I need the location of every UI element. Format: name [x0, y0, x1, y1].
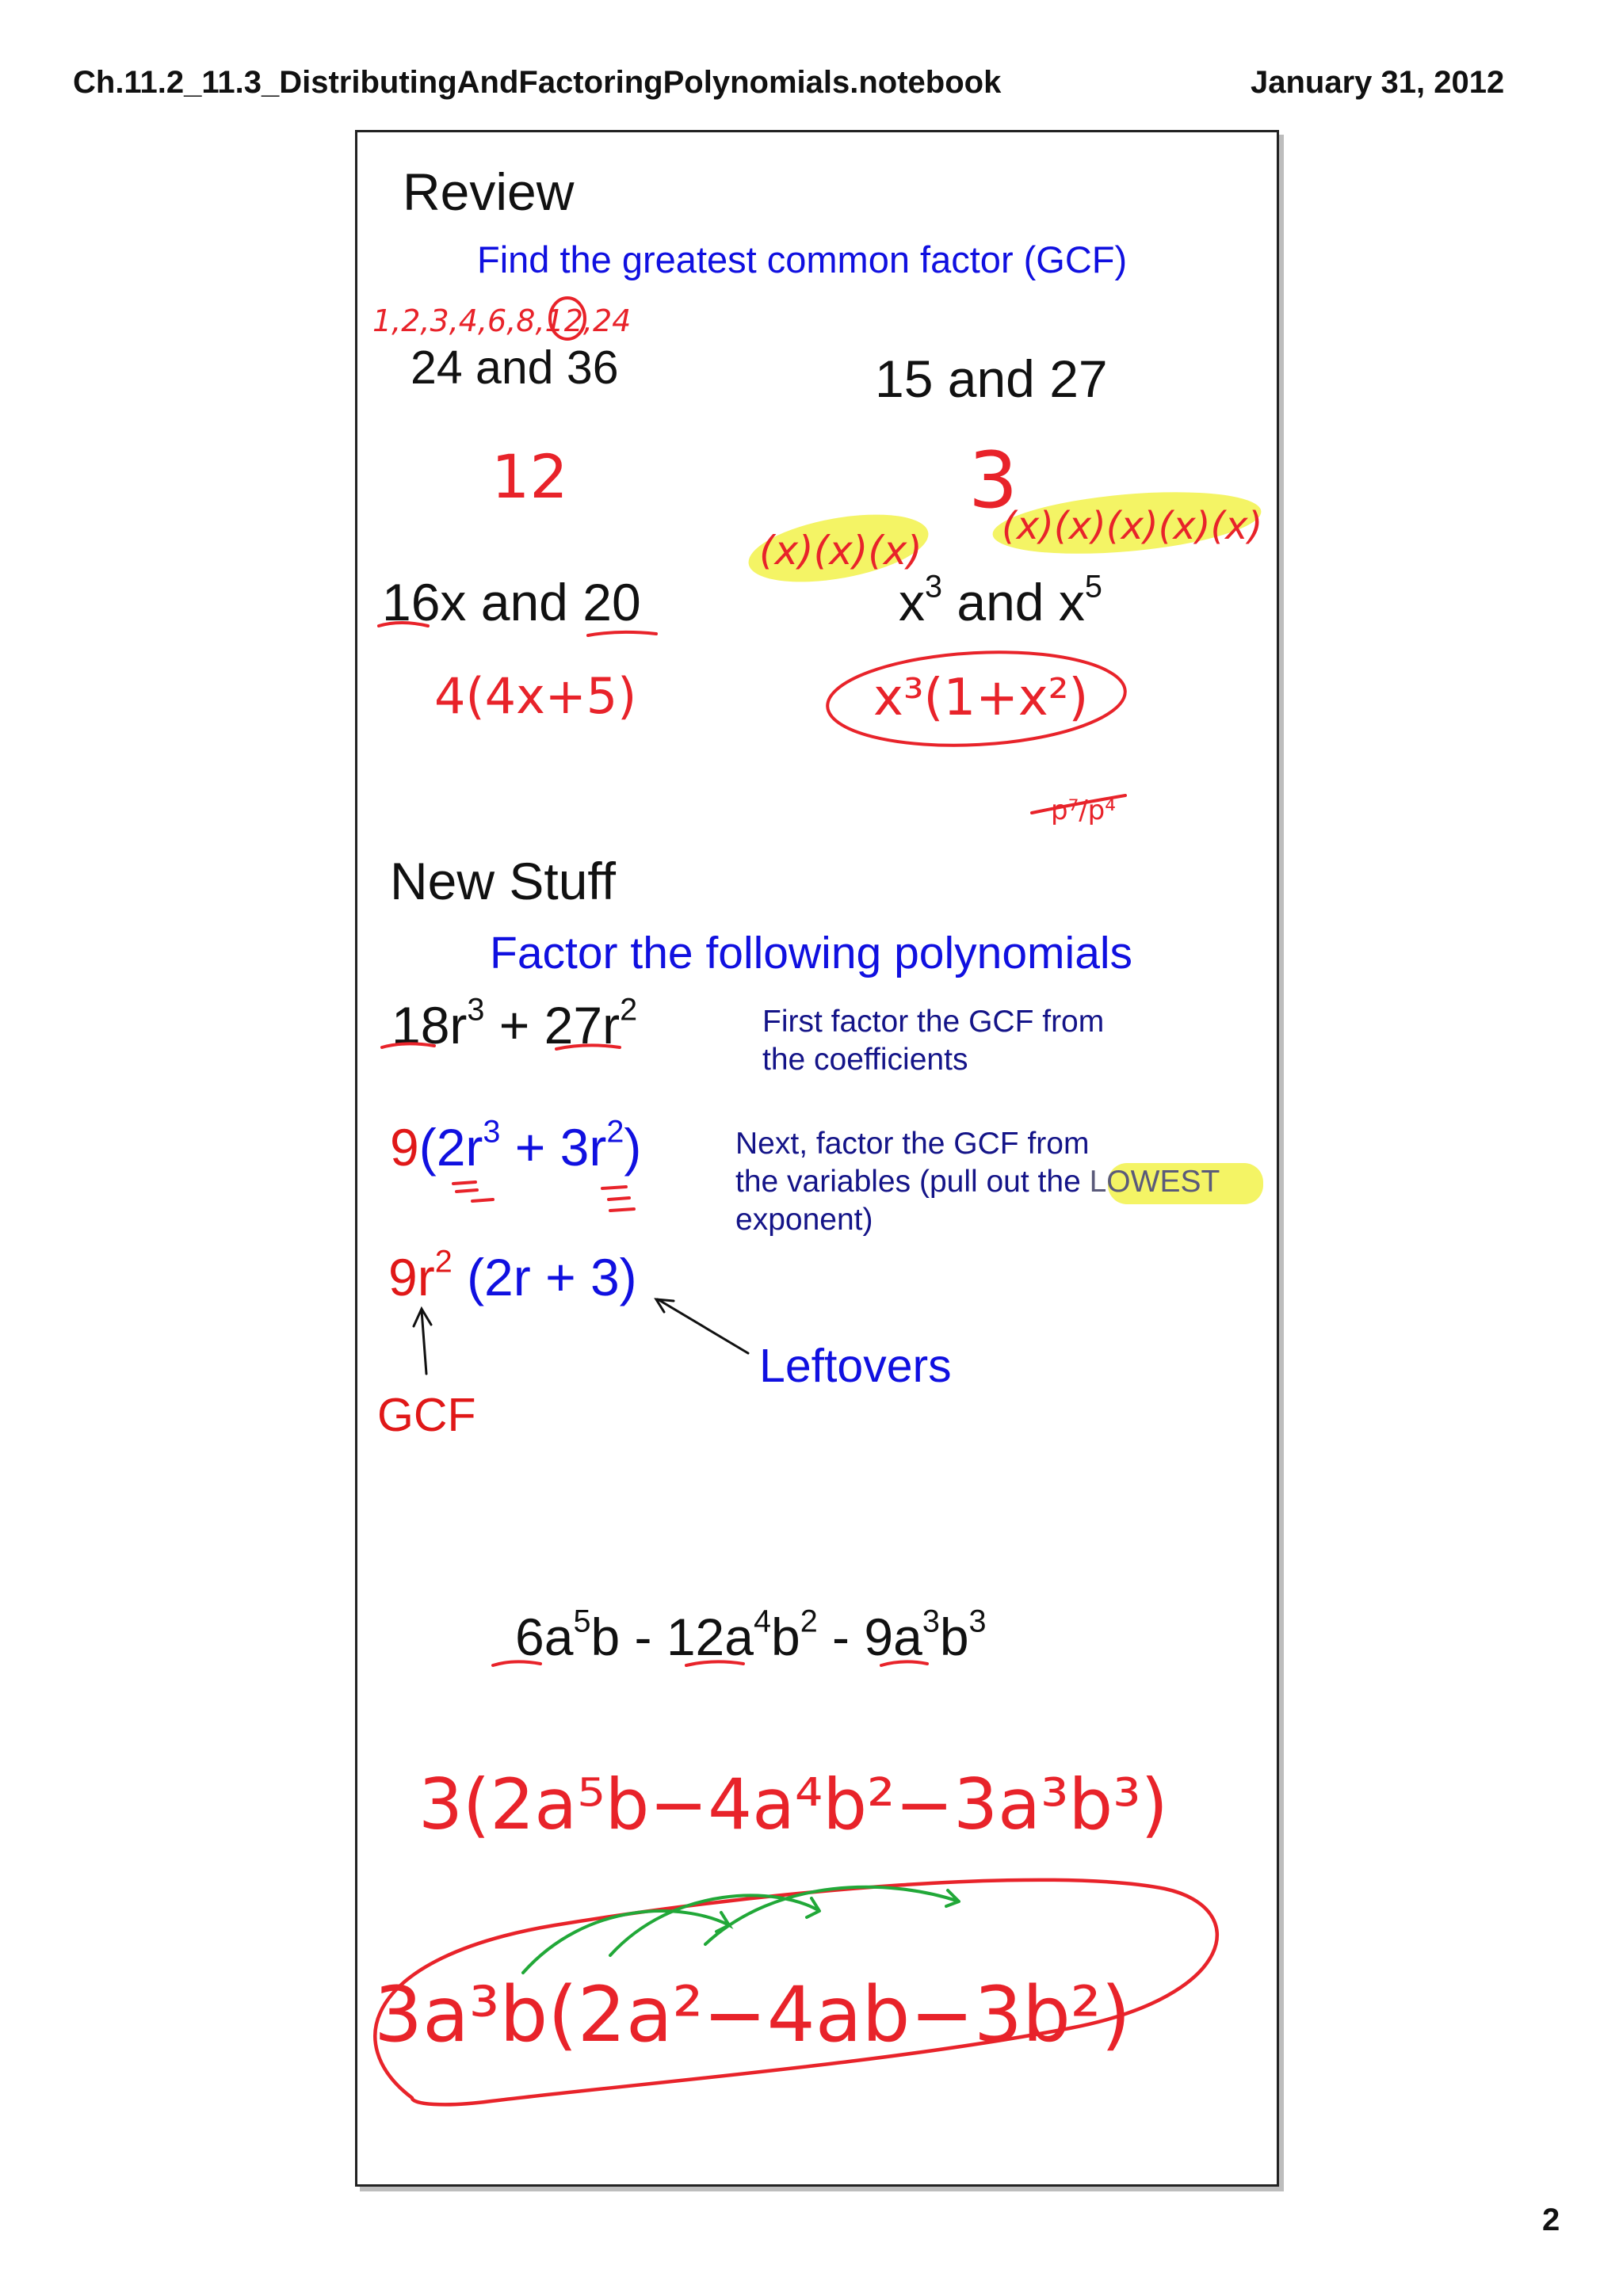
gcf-9: 9: [390, 1118, 419, 1177]
underline-16: [379, 623, 428, 626]
exponent: 5: [573, 1604, 591, 1639]
coef-18: 18: [391, 996, 450, 1055]
plus-sign: +: [500, 1118, 560, 1177]
var-a: a: [893, 1608, 922, 1666]
minus-sign: -: [817, 1608, 865, 1666]
var-r: r: [449, 996, 468, 1055]
term-16x: 16x: [382, 573, 467, 631]
minus-sign: -: [620, 1608, 666, 1666]
note-text: exponent): [735, 1203, 873, 1237]
arrow-to-leftovers: [656, 1299, 748, 1353]
handwritten-factors-24: 1,2,3,4,6,8,12,24: [372, 303, 632, 338]
handwritten-answer-x3-x5: x³(1+x²): [873, 669, 1089, 727]
note-text: Next, factor the GCF from: [735, 1127, 1090, 1161]
leftover-binomial: (2r + 3): [467, 1248, 637, 1306]
gcf-var: r: [417, 1248, 435, 1306]
handwritten-gcf-3: 3: [968, 436, 1018, 526]
exponent: 2: [606, 1114, 624, 1150]
number-36: 36: [566, 341, 619, 394]
highlighted-word-lowest: LOWEST: [1089, 1165, 1220, 1199]
coef-2: 2: [436, 1118, 466, 1177]
word-and: and: [480, 573, 568, 631]
note-text: the variables (pull out the: [735, 1165, 1081, 1199]
page-date: January 31, 2012: [1251, 65, 1505, 100]
handwritten-answer-16x-20: 4(4x+5): [434, 667, 637, 725]
number-24: 24: [411, 341, 463, 394]
exponent: 2: [800, 1604, 818, 1639]
var-b: b: [590, 1608, 621, 1666]
exponent: 3: [922, 1604, 940, 1639]
exponent: 4: [753, 1604, 771, 1639]
handwritten-answer-step1: 3(2a⁵b−4a⁴b²−3a³b³): [418, 1764, 1168, 1845]
tick-mark: [453, 1182, 493, 1201]
plus-sign: +: [498, 996, 530, 1055]
review-instruction: Find the greatest common factor (GCF): [477, 238, 1128, 280]
coef: 9: [864, 1608, 894, 1666]
underline-12: [686, 1661, 743, 1665]
underline-27: [556, 1045, 620, 1049]
coef: 6: [515, 1608, 544, 1666]
var-a: a: [724, 1608, 754, 1666]
underline-9: [881, 1661, 927, 1665]
tick-mark: [602, 1187, 634, 1211]
word-and: and: [475, 341, 554, 394]
var-r: r: [602, 996, 621, 1055]
paren-close: ): [624, 1118, 642, 1177]
exponent: 3: [467, 992, 485, 1028]
underline-18: [382, 1043, 434, 1047]
exponent: 3: [483, 1114, 501, 1150]
page-number: 2: [1542, 2203, 1560, 2237]
handwritten-fraction: p⁷/p⁴: [1051, 795, 1116, 826]
gcf-coef: 9: [388, 1248, 418, 1306]
exponent: 3: [968, 1604, 987, 1639]
coef: 12: [666, 1608, 725, 1666]
problem-15-and-27: 15 and 27: [875, 349, 1108, 408]
var-r: r: [465, 1118, 483, 1177]
coef-3: 3: [559, 1118, 590, 1177]
review-title: Review: [403, 162, 575, 221]
underline-6: [493, 1661, 540, 1665]
gcf-exponent: 2: [434, 1244, 453, 1280]
handwritten-answer-step2: 3a³b(2a²−4ab−3b²): [374, 1970, 1131, 2059]
new-stuff-instruction: Factor the following polynomials: [490, 928, 1133, 978]
paren-open: (: [418, 1118, 437, 1177]
exponent: 2: [620, 992, 638, 1028]
var-r: r: [589, 1118, 607, 1177]
green-arrow: [610, 1895, 819, 1955]
new-stuff-title: New Stuff: [390, 852, 616, 910]
var-x: x: [899, 573, 925, 631]
gcf-label: GCF: [377, 1389, 476, 1441]
handwritten-expand-x3: (x)(x)(x): [759, 528, 922, 574]
note-line: the coefficients: [762, 1043, 968, 1077]
handwritten-gcf-12: 12: [491, 441, 568, 512]
exponent-3: 3: [925, 569, 943, 605]
underline-20: [588, 632, 656, 635]
arrow-to-gcf: [414, 1309, 431, 1374]
var-b: b: [939, 1608, 969, 1666]
handwritten-expand-x5: (x)(x)(x)(x)(x): [1002, 504, 1263, 548]
var-x: x: [1058, 573, 1085, 631]
coef-27: 27: [544, 996, 603, 1055]
word-and: and: [957, 573, 1044, 631]
var-b: b: [770, 1608, 800, 1666]
var-a: a: [544, 1608, 574, 1666]
leftovers-label: Leftovers: [759, 1340, 952, 1392]
number-20: 20: [582, 573, 641, 631]
exponent-5: 5: [1084, 569, 1102, 605]
note-line: First factor the GCF from: [762, 1005, 1105, 1039]
notebook-filename: Ch.11.2_11.3_DistributingAndFactoringPolynomials.notebook: [73, 65, 1002, 100]
